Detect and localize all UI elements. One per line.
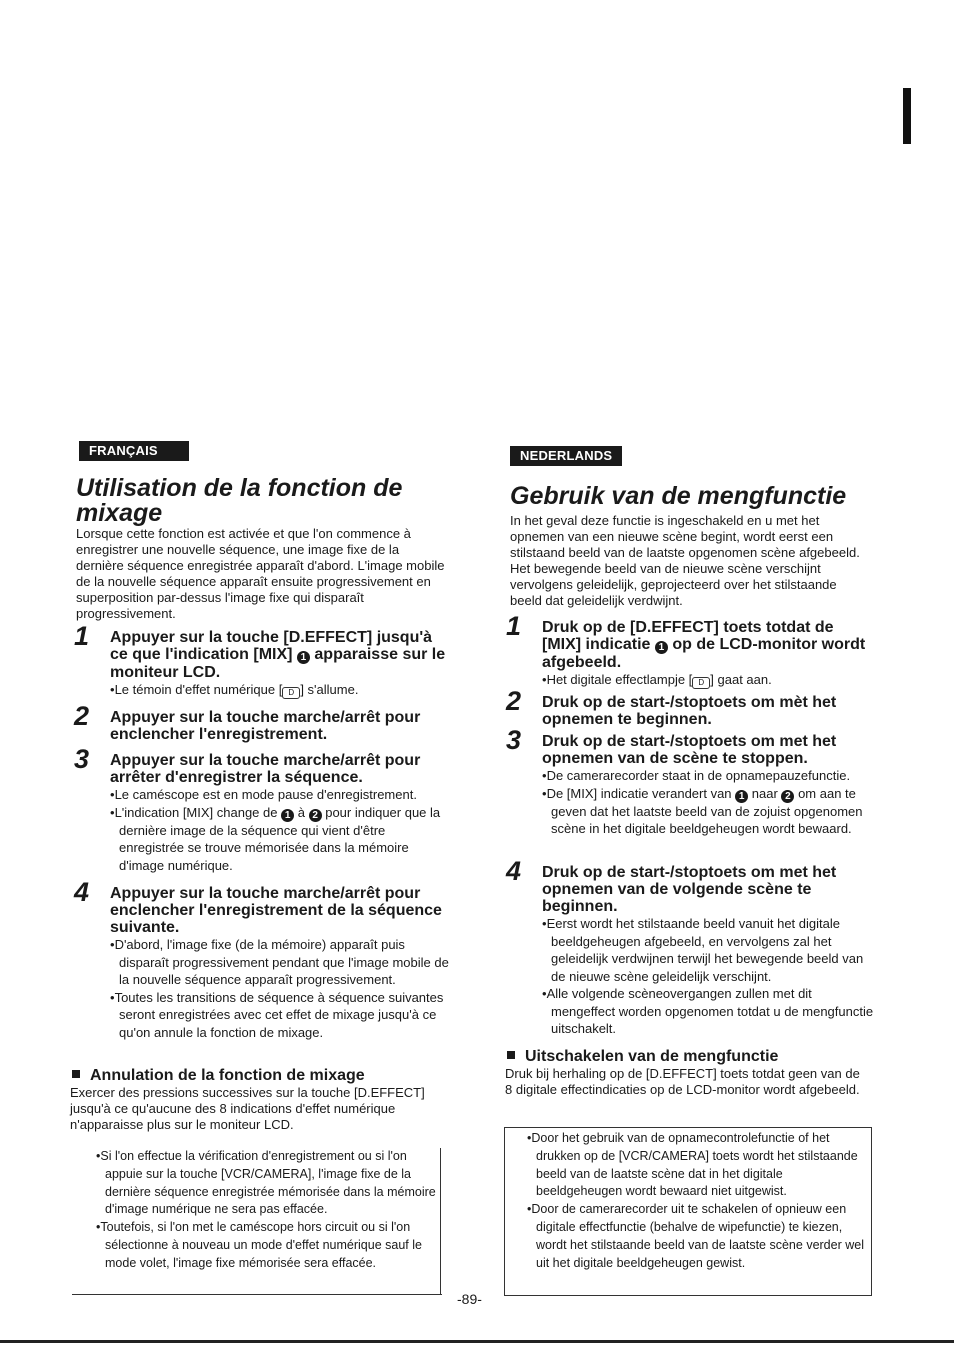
step-number: 3: [74, 744, 90, 774]
step-bullets: [542, 671, 876, 689]
step-1-fr: [74, 621, 449, 699]
bullet-item: •De camerarecorder staat in de opnamepauzefunctie.: [542, 768, 851, 783]
step-4-fr: [74, 877, 449, 1041]
bullet-item: •Het digitale effectlampje [ D ] gaat aan.: [542, 672, 772, 687]
bullet-item: •D'abord, l'image fixe (de la mémoire) apparaît puis disparaît progressivement pendant que l'image mobile de la nouvelle séquence apparaît progressivement.: [110, 937, 449, 987]
step-2-fr: [74, 701, 449, 743]
step-number: 4: [506, 856, 522, 886]
step-heading: Druk op de start-/stoptoets om met het opnemen van de volgende scène te beginnen.: [542, 864, 837, 915]
bullet-item: •L'indication [MIX] change de 1 à 2 pour indiquer que la dernière image de la séquence qui vient d'être enregistrée se trouve mémorisée dans la mémoire d'image numérique.: [110, 804, 441, 873]
effect-lamp-icon: D: [282, 687, 300, 699]
step-bullets: [542, 767, 881, 838]
page-bottom-rule: [0, 1340, 954, 1343]
step-bullets: [542, 915, 876, 1038]
bullet-item: •Eerst wordt het stilstaande beeld vanuit het digitale beeldgeheugen afgebeeld, en vervolgens zal het geleidelijk verdwijnen terwijl het bewegende beeld van de nieuwe scène geleidelijk verschijnt.: [542, 916, 864, 984]
note-box-nl: [504, 1127, 872, 1296]
circle-one-icon: 1: [297, 651, 310, 664]
circle-two-icon: 2: [781, 790, 794, 803]
bullet-item: •Le témoin d'effet numérique [ D ] s'allume.: [110, 682, 359, 697]
cancel-heading: Annulation de la fonction de mixage: [70, 1067, 442, 1085]
language-tab-fr: FRANÇAIS: [79, 441, 189, 461]
step-number: 2: [506, 686, 522, 716]
bullet-item: •Alle volgende scèneovergangen zullen met dit mengeffect worden opgenomen totdat u de mengfunctie uitschakelt.: [542, 986, 874, 1036]
note-box-fr: [72, 1148, 441, 1294]
effect-lamp-icon: D: [692, 677, 710, 689]
step-heading: Druk op de start-/stoptoets om met het opnemen van de scène te stoppen.: [542, 733, 837, 767]
circle-one-icon: 1: [735, 790, 748, 803]
square-bullet-icon: [72, 1070, 80, 1078]
step-2-nl: [506, 686, 876, 728]
step-number: 1: [506, 611, 522, 641]
cancel-text: Druk bij herhaling op de [D.EFFECT] toets totdat geen van de 8 digitale effectindicaties op de LCD-monitor wordt afgebeeld.: [505, 1066, 860, 1097]
square-bullet-icon: [507, 1051, 515, 1059]
step-heading: Druk op de start-/stoptoets om mèt het opnemen te beginnen.: [542, 694, 837, 728]
note-rule-nl: [504, 1295, 871, 1296]
note-item: •Door de camerarecorder uit te schakelen of opnieuw een digitale effectfunctie (behalve de wipefunctie) te kiezen, wordt het stilstaande beeld van de laatste scène verder wel uit het digitale beeldgeheugen gewist.: [527, 1202, 864, 1270]
bullet-item: •Toutes les transitions de séquence à séquence suivantes seront enregistrées avec cet effet de mixage jusqu'à ce qu'on annule la fonction de mixage.: [110, 989, 444, 1040]
bullet-item: •Le caméscope est en mode pause d'enregistrement.: [110, 787, 417, 802]
language-tab-nl: NEDERLANDS: [510, 446, 622, 466]
step-bullets: [110, 786, 449, 874]
cancel-heading: Uitschakelen van de mengfunctie: [505, 1048, 865, 1066]
title-line-2: mixage: [76, 499, 163, 527]
intro-nl: In het geval deze functie is ingeschakeld en u met het opnemen van een nieuwe scène begint, wordt eerst een stilstaand beeld van de laatste opgenomen scène afgebeeld. Het bewegende beeld van de nieuwe scène verschijnt vervolgens geleidelijk, geprojecteerd over het stilstaande beeld dat geleidelijk verdwijnt.: [510, 513, 860, 608]
circle-one-icon: 1: [655, 641, 668, 654]
cancel-text: Exercer des pressions successives sur la touche [D.EFFECT] jusqu'à ce qu'aucune des 8 indications d'effet numérique n'apparaisse plus sur le moniteur LCD.: [70, 1085, 425, 1132]
step-heading: Appuyer sur la touche [D.EFFECT] jusqu'à ce que l'indication [MIX] 1 apparaisse sur le moniteur LCD.: [110, 629, 446, 681]
circle-two-icon: 2: [309, 809, 322, 822]
section-title-nl: Gebruik van de mengfunctie: [510, 482, 847, 510]
step-heading: Appuyer sur la touche marche/arrêt pour enclencher l'enregistrement de la séquence suivante.: [110, 885, 442, 936]
cancel-section-nl: [505, 1048, 865, 1098]
step-number: 3: [506, 725, 522, 755]
step-number: 4: [74, 877, 90, 907]
step-bullets: [110, 681, 449, 699]
step-3-nl: [506, 725, 881, 838]
section-title-fr: [76, 476, 466, 526]
step-bullets: [110, 936, 449, 1041]
page-edge-marker: [903, 88, 911, 144]
note-item: •Door het gebruik van de opnamecontrolefunctie of het drukken op de [VCR/CAMERA] toets wordt het stilstaande beeld van de laatste scène dat in het digitale beeldgeheugen wordt bewaard niet uitgewist.: [527, 1131, 858, 1199]
step-4-nl: [506, 856, 876, 1038]
page-number: -89-: [457, 1291, 482, 1307]
bullet-item: •De [MIX] indicatie verandert van 1 naar 2 om aan te geven dat het laatste beeld van de zojuist opgenomen scène in het digitale beeldgeheugen wordt bewaard.: [542, 785, 863, 836]
step-3-fr: [74, 744, 449, 874]
step-heading: Appuyer sur la touche marche/arrêt pour arrêter d'enregistrer la séquence.: [110, 752, 421, 786]
step-number: 2: [74, 701, 90, 731]
note-item: •Si l'on effectue la vérification d'enregistrement ou si l'on appuie sur la touche [VCR/CAMERA], l'image fixe de la dernière séquence enregistrée mémorisée dans la mémoire d'image numérique ne sera pas effacée.: [96, 1149, 436, 1217]
note-item: •Toutefois, si l'on met le caméscope hors circuit ou si l'on sélectionne à nouveau un mode d'effet numérique sauf le mode volet, l'image fixe mémorisée sera effacée.: [96, 1220, 422, 1270]
step-heading: Appuyer sur la touche marche/arrêt pour enclencher l'enregistrement.: [110, 709, 421, 743]
title-line-1: Utilisation de la fonction de: [76, 474, 403, 502]
step-1-nl: [506, 611, 876, 689]
step-number: 1: [74, 621, 90, 651]
cancel-section-fr: [70, 1067, 442, 1133]
intro-fr: Lorsque cette fonction est activée et que l'on commence à enregistrer une nouvelle séquence, une image fixe de la dernière séquence enregistrée apparaît d'abord. L'image mobile de la nouvelle séquence apparaît ensuite progressivement en superposition par-dessus l'image fixe qui disparaît progressivement.: [76, 526, 445, 621]
circle-one-icon: 1: [281, 809, 294, 822]
note-rule-fr: [72, 1294, 442, 1295]
step-heading: Druk op de [D.EFFECT] toets totdat de [MIX] indicatie 1 op de LCD-monitor wordt afgebeeld.: [542, 619, 866, 671]
